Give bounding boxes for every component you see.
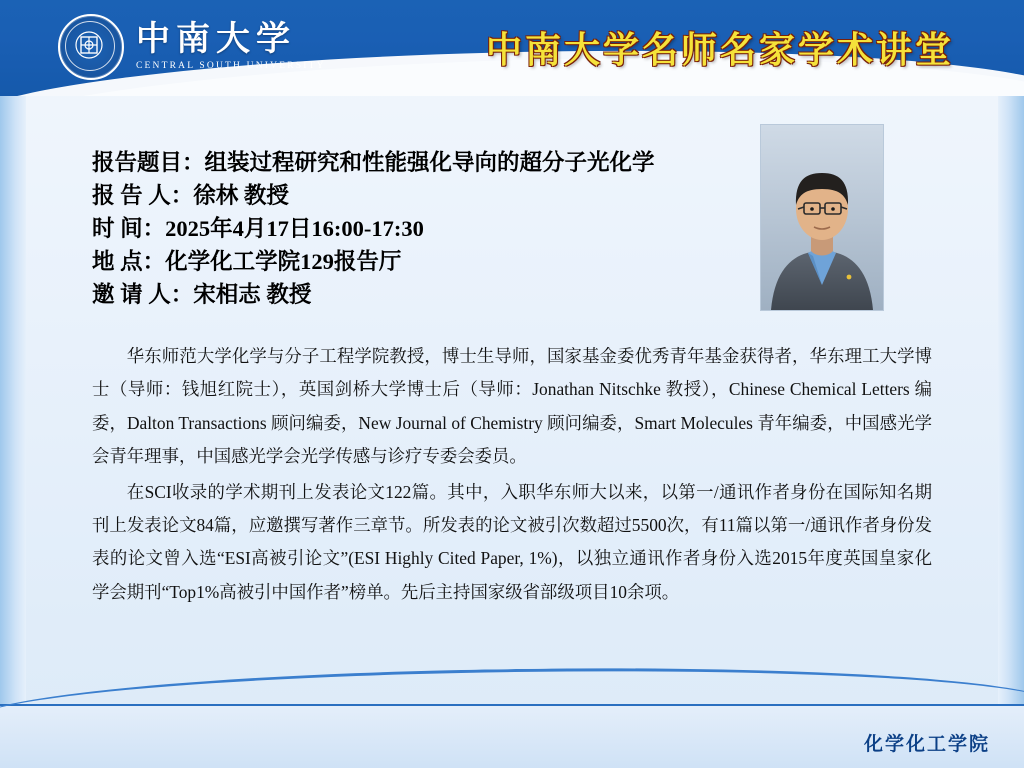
left-decorative-rail bbox=[0, 96, 26, 716]
university-name-en: CENTRAL SOUTH UNIVERSITY bbox=[136, 60, 326, 71]
talk-host-row: 邀 请 人：宋相志 教授 bbox=[92, 282, 312, 308]
talk-venue-row: 地 点：化学化工学院129报告厅 bbox=[92, 249, 402, 275]
bio-paragraph-2: 在SCI收录的学术期刊上发表论文122篇。其中，入职华东师大以来，以第一/通讯作者身份在国际知名期刊上发表论文84篇，应邀撰写著作三章节。所发表的论文被引次数超过5500次，有11篇以第一/通讯作者身份发表的论文曾入选“ESI高被引论文”(ESI Highly Cited Paper, 1%)，以独立通讯作者身份入选2015年度英国皇家化学会期刊“Top1%高被引中国作者”榜单。先后主持国家级省部级项目10余项。 bbox=[92, 481, 932, 602]
talk-title-row: 报告题目：组装过程研究和性能强化导向的超分子光化学 bbox=[92, 150, 655, 175]
footer-organizer: 化学化工学院 bbox=[863, 734, 990, 755]
talk-speaker-row: 报 告 人：徐林 教授 bbox=[92, 183, 289, 209]
talk-info-block bbox=[92, 146, 752, 311]
talk-time-row: 时 间：2025年4月17日16:00-17:30 bbox=[92, 216, 424, 242]
university-emblem-icon bbox=[58, 14, 124, 80]
university-logo bbox=[58, 14, 326, 80]
banner-title: 中南大学名师名家学术讲堂 bbox=[485, 30, 954, 70]
bio-paragraph-1: 华东师范大学化学与分子工程学院教授，博士生导师，国家基金委优秀青年基金获得者，华东理工大学博士（导师：钱旭红院士），英国剑桥大学博士后（导师：Jonathan Nitschke 教授），Chinese Chemical Letters 编委，Dalton Transactions 顾问编委，New Journal of Chemistry 顾问编委，Smart Molecules 青年编委，中国感光学会青年理事，中国感光学会光学传感与诊疗专委会委员。 bbox=[92, 346, 932, 467]
speaker-portrait bbox=[760, 124, 884, 311]
speaker-photo-icon bbox=[761, 125, 883, 310]
biography bbox=[92, 340, 932, 611]
emblem-mark-icon bbox=[74, 30, 104, 60]
right-decorative-rail bbox=[998, 96, 1024, 716]
header-banner bbox=[0, 0, 1024, 96]
university-name-cn: 中南大学 bbox=[136, 20, 296, 58]
